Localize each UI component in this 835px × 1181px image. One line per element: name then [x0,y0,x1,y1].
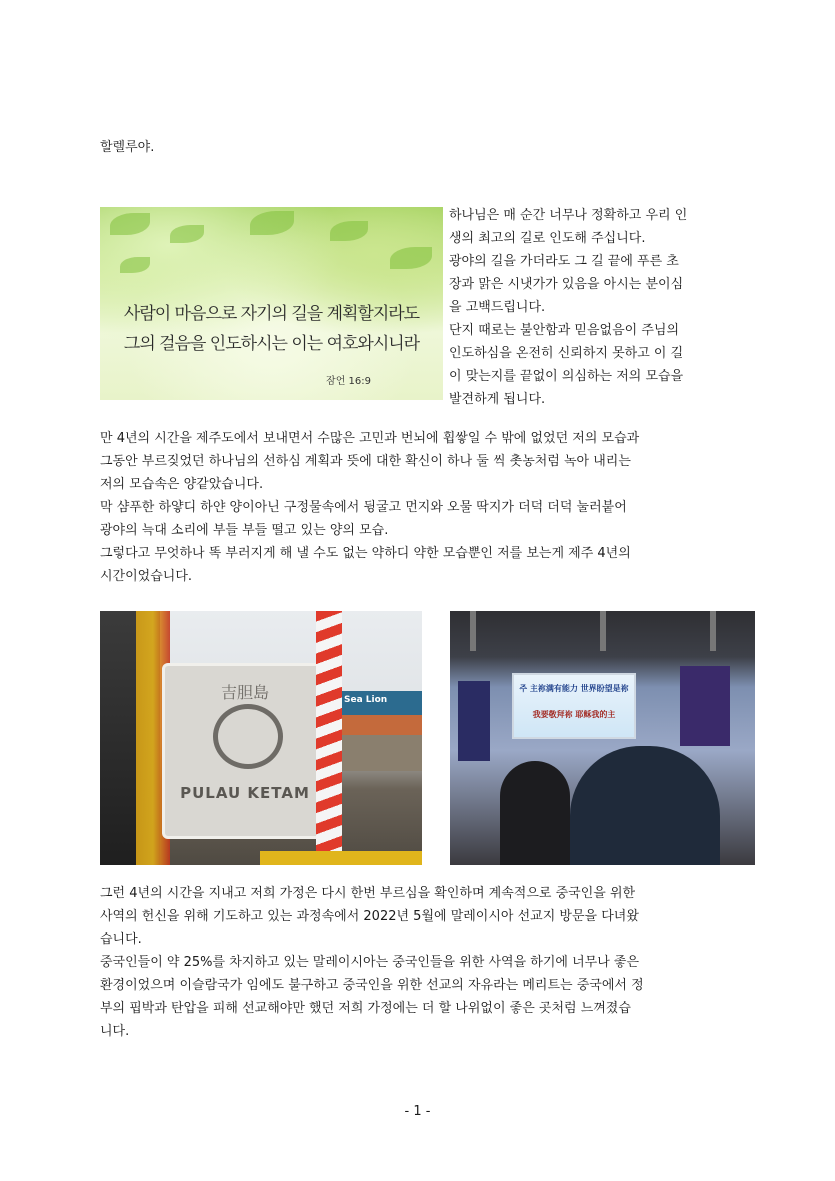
text-line: 그렇다고 무엇하나 똑 부러지게 해 낼 수도 없는 약하디 약한 모습뿐인 저를 보는게 제주 4년의 [100,546,631,561]
sign-name-text: PULAU KETAM [180,784,310,802]
text-line: 을 고백드립니다. [449,300,546,315]
lyrics-line2: 我要敬拜祢 耶稣我的主 [532,710,616,719]
paragraph-intro [449,204,735,411]
pulau-ketam-photo [100,611,422,865]
paragraph-jeju [100,427,736,588]
leaf-icon [120,257,150,273]
text-line: 환경이었으며 이슬람국가 임에도 불구하고 중국인을 위한 선교의 자유라는 메리트는 중국에서 정 [100,978,644,993]
text-line: 광야의 길을 가더라도 그 길 끝에 푸른 초 [449,254,679,269]
text-line: 저의 모습속은 양같았습니다. [100,477,264,492]
text-line: 시간이었습니다. [100,569,193,584]
worshipper-silhouette [570,746,720,865]
text-line: 중국인들이 약 25%를 차지하고 있는 말레이시아는 중국인들을 위한 사역을 하기에 너무나 좋은 [100,955,639,970]
text-line: 장과 맑은 시냇가가 있음을 아시는 분이심 [449,277,684,292]
text-line: 부의 핍박과 탄압을 피해 선교해야만 했던 저희 가정에는 더 할 나위없이 좋은 곳처럼 느껴졌습 [100,1001,631,1016]
text-line: 인도하심을 온전히 신뢰하지 못하고 이 길 [449,346,684,361]
text-line: 막 샴푸한 하얗디 하얀 양이아닌 구정물속에서 뒹굴고 먼지와 오물 딱지가 더덕 더덕 눌러붙어 [100,500,627,515]
greeting-text: 할렐루야. [100,140,155,155]
text-line: 하나님은 매 순간 너무나 정확하고 우리 인 [449,208,688,223]
stage-light-icon [710,611,716,651]
lyrics-line1: 주 主祢满有能力 世界盼望是祢 [519,684,629,693]
stage-light-icon [470,611,476,651]
banner-verse-reference: 잠언 16:9 [326,376,371,387]
banner-right [680,666,730,746]
text-line: 만 4년의 시간을 제주도에서 보내면서 수많은 고민과 번뇌에 휩쌓일 수 밖에 없었던 저의 모습과 [100,431,640,446]
leaf-icon [330,221,368,241]
leaf-icon [390,247,432,269]
leaf-icon [170,225,204,243]
leaf-icon [110,213,150,235]
text-line: 니다. [100,1024,130,1039]
worship-service-photo [450,611,755,865]
banner-verse-line1: 사람이 마음으로 자기의 길을 계획할지라도 [123,304,420,324]
text-line: 발견하게 됩니다. [449,392,546,407]
lyrics-screen [512,673,636,739]
leaf-icon [250,211,294,235]
text-line: 단지 때로는 불안함과 믿음없음이 주님의 [449,323,680,338]
shop-sign: Sea Lion [344,695,388,705]
text-line: 습니다. [100,932,142,947]
crab-icon [213,704,283,769]
proverbs-banner-image [100,207,443,400]
worshipper-silhouette [500,761,570,865]
text-line: 사역의 헌신을 위해 기도하고 있는 과정속에서 2022년 5월에 말레이시아 선교지 방문을 다녀왔 [100,909,639,924]
banner-verse-line2: 그의 걸음을 인도하시는 이는 여호와시니라 [123,334,420,354]
banner-left [458,681,490,761]
boat-rail [260,851,422,865]
paragraph-malaysia [100,882,736,1043]
text-line: 그동안 부르짖었던 하나님의 선하심 계획과 뜻에 대한 확신이 하나 둘 씩 촛농처럼 녹아 내리는 [100,454,631,469]
text-line: 생의 최고의 길로 인도해 주십니다. [449,231,646,246]
stage-light-icon [600,611,606,651]
sign-chinese-text: 吉胆島 [220,683,269,702]
text-line: 그런 4년의 시간을 지내고 저희 가정은 다시 한번 부르심을 확인하며 계속적으로 중국인을 위한 [100,886,636,901]
text-line: 광야의 늑대 소리에 부들 부들 떨고 있는 양의 모습. [100,523,389,538]
text-line: 이 맞는지를 끝없이 의심하는 저의 모습을 [449,369,684,384]
page-number: - 1 - [404,1104,431,1119]
malaysia-flag [316,611,342,865]
pulau-ketam-sign [162,663,328,839]
